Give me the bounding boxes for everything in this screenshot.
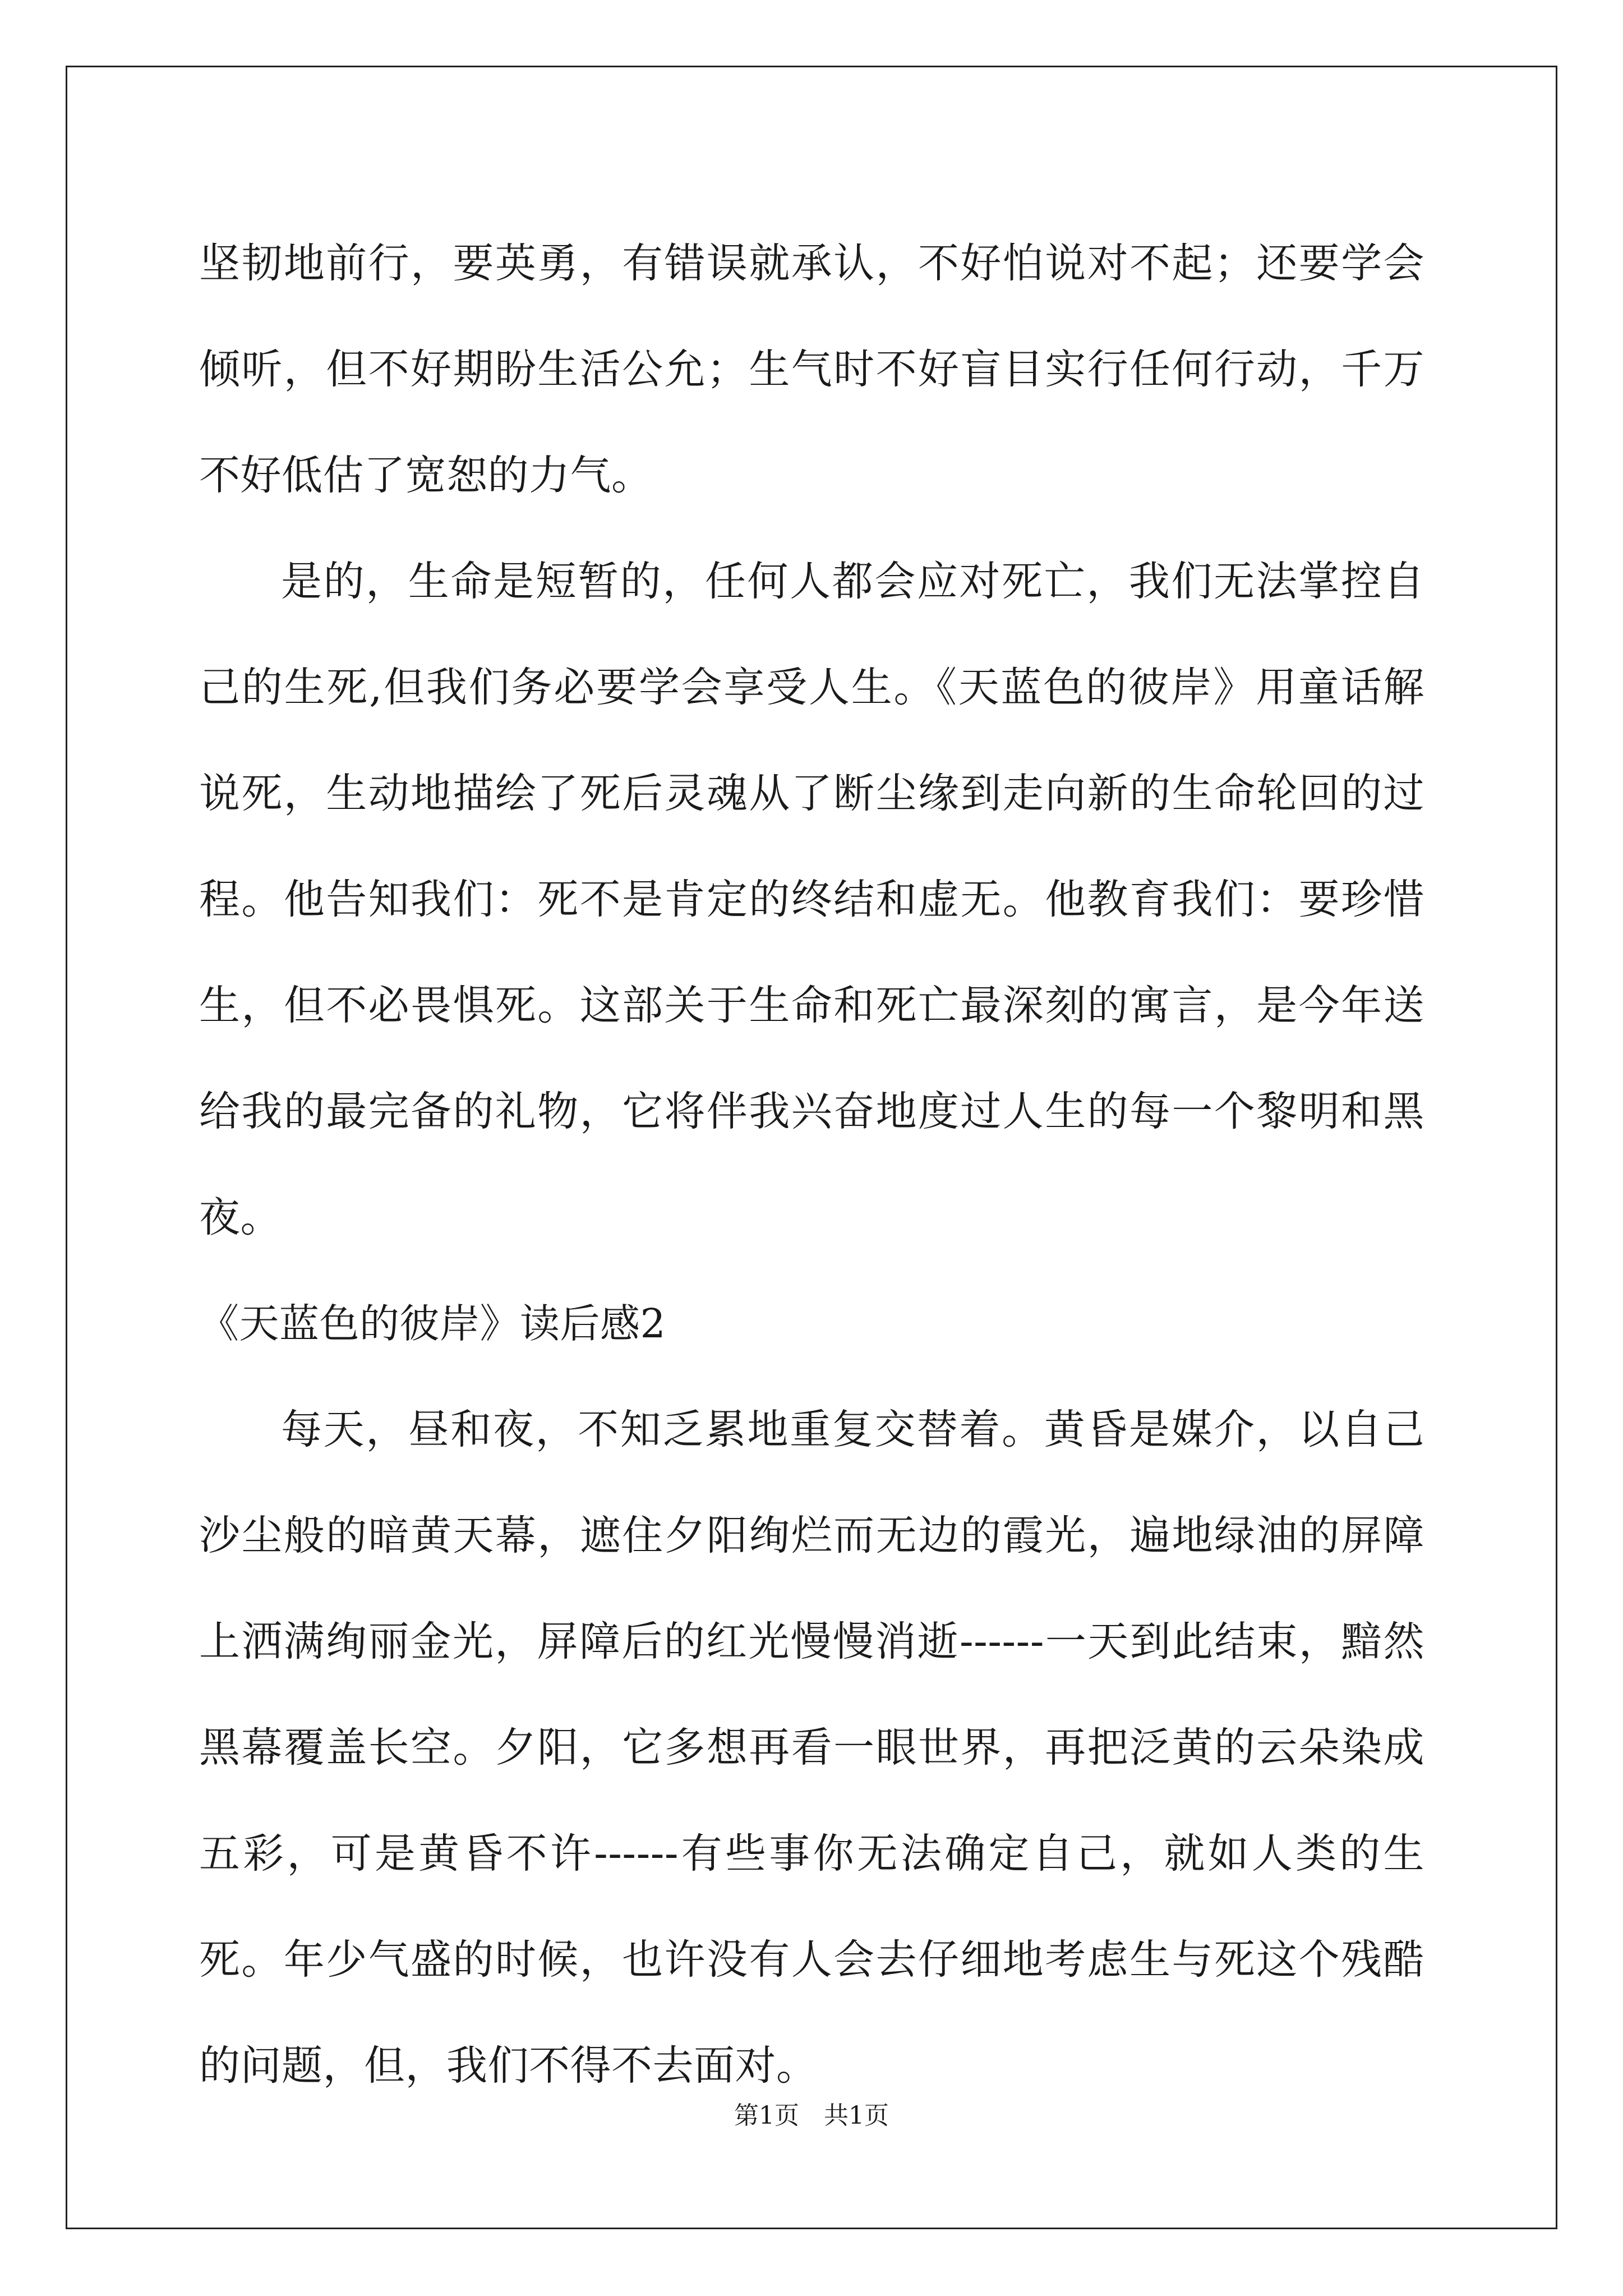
page-number-footer: 第1页 共1页 (734, 2101, 889, 2130)
paragraph: 是的，生命是短暂的，任何人都会应对死亡，我们无法掌控自己的生死,但我们务必要学会享受人生。《天蓝色的彼岸》用童话解说死，生动地描绘了死后灵魂从了断尘缘到走向新的生命轮回的过程。他告知我们：死不是肯定的终结和虚无。他教育我们：要珍惜生，但不必畏惧死。这部关于生命和死亡最深刻的寓言，是今年送给我的最完备的礼物，它将伴我兴奋地度过人生的每一个黎明和黑夜。 (199, 558, 1424, 1241)
section-heading: 《天蓝色的彼岸》读后感2 (199, 1300, 666, 1347)
paragraph: 每天，昼和夜，不知乏累地重复交替着。黄昏是媒介，以自己沙尘般的暗黄天幕，遮住夕阳绚烂而无边的霞光，遍地绿油的屏障上洒满绚丽金光，屏障后的红光慢慢消逝------一天到此结束，黯然黑幕覆盖长空。夕阳，它多想再看一眼世界，再把泛黄的云朵染成五彩，可是黄昏不许------有些事你无法确定自己，就如人类的生死。年少气盛的时候，也许没有人会去仔细地考虑生与死这个残酷的问题，但，我们不得不去面对。 (199, 1406, 1424, 2090)
document-body (199, 210, 1424, 2119)
paragraph: 坚韧地前行，要英勇，有错误就承认，不好怕说对不起；还要学会倾听，但不好期盼生活公允；生气时不好盲目实行任何行动，千万不好低估了宽恕的力气。 (199, 240, 1424, 499)
